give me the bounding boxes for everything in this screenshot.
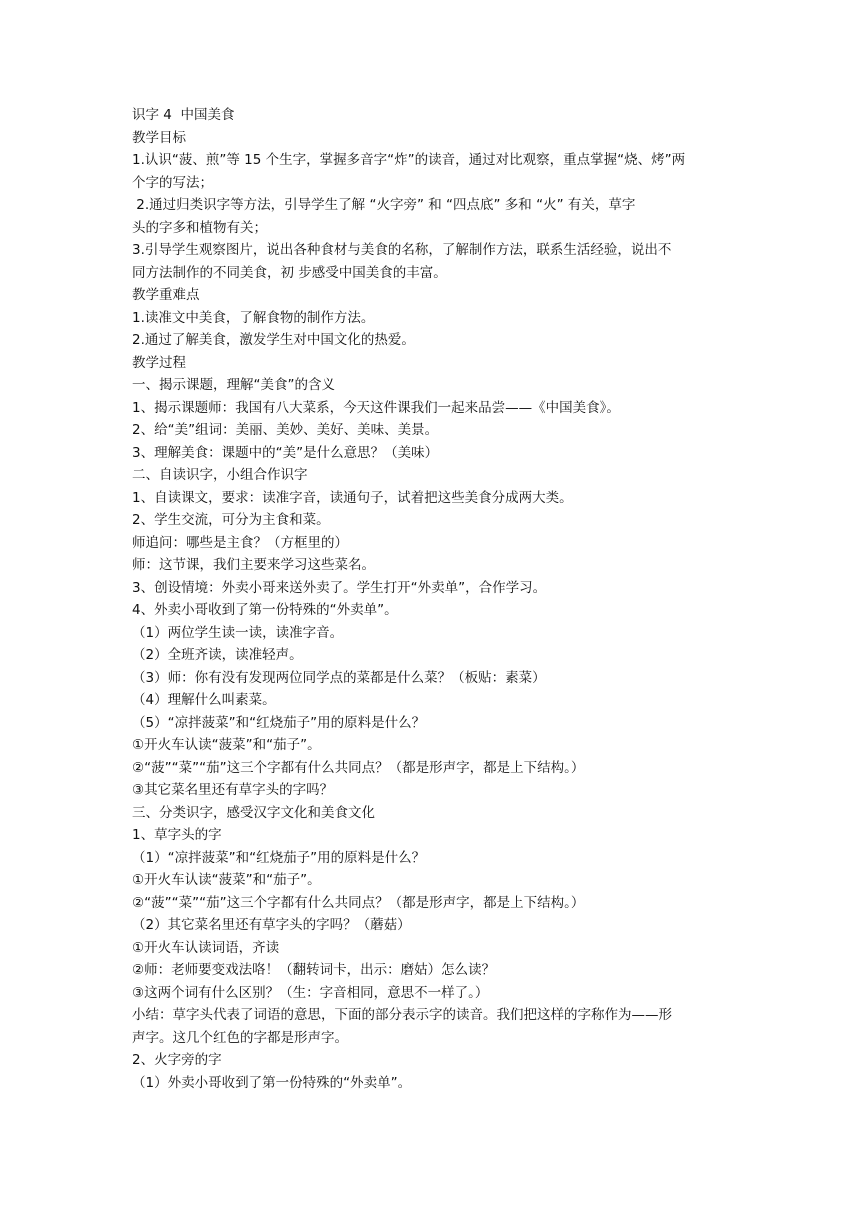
text-line: 教学过程 xyxy=(132,354,186,371)
text-line: （4）理解什么叫素菜。 xyxy=(132,692,276,708)
text-line: （5）“凉拌菠菜”和“红烧茄子”用的原料是什么？ xyxy=(132,714,426,731)
text-line: 头的字多和植物有关； xyxy=(132,219,267,236)
text-line: 同方法制作的不同美食，初 步感受中国美食的丰富。 xyxy=(132,264,447,281)
text-line: 1.认识“菠、煎”等 15 个生字，掌握多音字“炸”的读音，通过对比观察，重点掌握“烧、烤”两 xyxy=(132,152,686,168)
text-line: （2）全班齐读，读准轻声。 xyxy=(132,647,303,663)
text-line: （3）师：你有没有发现两位同学点的菜都是什么菜？（板贴：素菜） xyxy=(132,669,546,686)
text-line: 教学重难点 xyxy=(132,287,200,303)
text-line: 声字。这几个红色的字都是形声字。 xyxy=(132,1029,348,1046)
text-line: 二、自读识字，小组合作识字 xyxy=(132,467,308,483)
text-line: 3.引导学生观察图片，说出各种食材与美食的名称，了解制作方法，联系生活经验，说出不 xyxy=(132,242,672,258)
text-line: ②“菠”“菜”“茄”这三个字都有什么共同点？（都是形声字，都是上下结构。） xyxy=(132,894,585,911)
text-line: ③这两个词有什么区别？（生：字音相同，意思不一样了。） xyxy=(132,984,489,1001)
text-line: ②“菠”“菜”“茄”这三个字都有什么共同点？（都是形声字，都是上下结构。） xyxy=(132,759,585,776)
text-line: 2、火字旁的字 xyxy=(132,1052,222,1068)
text-line: ①开火车认读词语，齐读 xyxy=(132,939,280,956)
text-line: 1、自读课文，要求：读准字音，读通句子，试着把这些美食分成两大类。 xyxy=(132,489,573,506)
text-line: 1、草字头的字 xyxy=(132,827,222,843)
text-line: ①开火车认读“菠菜”和“茄子”。 xyxy=(132,737,321,753)
text-line: 个字的写法； xyxy=(132,174,213,191)
text-line: 识字 4 中国美食 xyxy=(132,107,235,123)
text-line: 三、分类识字，感受汉字文化和美食文化 xyxy=(132,804,375,821)
text-line: ②师：老师要变戏法咯！（翻转词卡，出示：磨姑）怎么读？ xyxy=(132,962,496,978)
text-line: 一、揭示课题，理解“美食”的含义 xyxy=(132,377,335,393)
text-line: （1）外卖小哥收到了第一份特殊的“外卖单”。 xyxy=(132,1074,412,1091)
text-line: 4、外卖小哥收到了第一份特殊的“外卖单”。 xyxy=(132,602,398,618)
text-line: 3、创设情境：外卖小哥来送外卖了。学生打开“外卖单”，合作学习。 xyxy=(132,579,547,596)
text-line: （2）其它菜名里还有草字头的字吗？（蘑菇） xyxy=(132,917,411,933)
text-line: 1.读准文中美食，了解食物的制作方法。 xyxy=(132,309,375,326)
text-line: 2、给“美”组词：美丽、美妙、美好、美味、美景。 xyxy=(132,422,439,438)
text-line: 小结：草字头代表了词语的意思，下面的部分表示字的读音。我们把这样的字称作为——形 xyxy=(132,1007,672,1023)
text-line: （1）两位学生读一读，读准字音。 xyxy=(132,624,344,641)
text-line: 2.通过归类识字等方法，引导学生了解 “火字旁” 和 “四点底” 多和 “火” 有关，草字 xyxy=(132,197,636,213)
text-line: ③其它菜名里还有草字头的字吗？ xyxy=(132,782,334,798)
text-line: 2、学生交流，可分为主食和菜。 xyxy=(132,512,330,528)
document-body xyxy=(132,104,732,1094)
text-line: 师：这节课，我们主要来学习这些菜名。 xyxy=(132,557,375,573)
text-line: 师追问：哪些是主食？（方框里的） xyxy=(132,534,348,551)
text-line: 教学目标 xyxy=(132,129,186,146)
text-line: （1）“凉拌菠菜”和“红烧茄子”用的原料是什么？ xyxy=(132,849,426,866)
text-line: 2.通过了解美食，激发学生对中国文化的热爱。 xyxy=(132,332,415,348)
text-line: 3、理解美食：课题中的“美”是什么意思？（美味） xyxy=(132,444,439,461)
text-line: ①开火车认读“菠菜”和“茄子”。 xyxy=(132,872,321,888)
text-line: 1、揭示课题师：我国有八大菜系，今天这件课我们一起来品尝——《中国美食》。 xyxy=(132,399,620,416)
